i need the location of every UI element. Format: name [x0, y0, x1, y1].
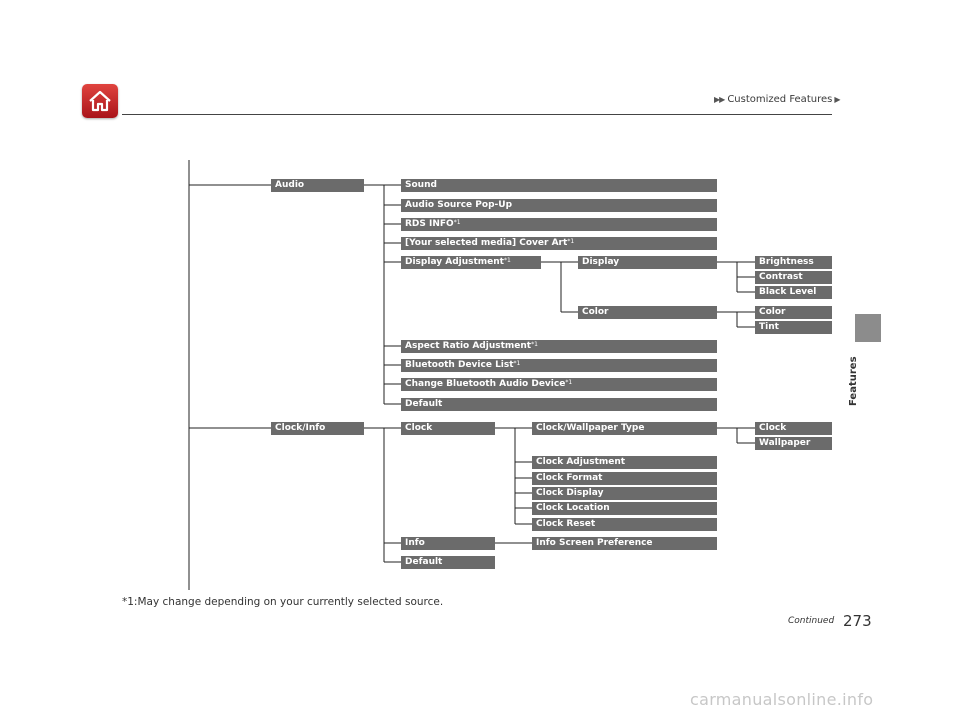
menu-item-contrast[interactable]: Contrast — [755, 271, 832, 284]
footnote-marker: *1 — [513, 360, 521, 367]
footnote-marker: *1 — [567, 238, 575, 245]
menu-item-bluetooth-device-list[interactable] — [401, 359, 717, 372]
menu-item-label: Change Bluetooth Audio Device — [405, 379, 566, 389]
menu-item-label: Display Adjustment — [405, 257, 504, 267]
menu-item-black-level[interactable]: Black Level — [755, 286, 832, 299]
menu-item-display[interactable]: Display — [578, 256, 717, 269]
menu-item-clock-leaf[interactable]: Clock — [755, 422, 832, 435]
menu-item-clock-reset[interactable]: Clock Reset — [532, 518, 717, 531]
menu-item-color-group[interactable]: Color — [578, 306, 717, 319]
menu-item-audio[interactable]: Audio — [271, 179, 364, 192]
menu-item-clock-info[interactable]: Clock/Info — [271, 422, 364, 435]
menu-item-cover-art[interactable] — [401, 237, 717, 250]
menu-item-wallpaper[interactable]: Wallpaper — [755, 437, 832, 450]
menu-item-color[interactable]: Color — [755, 306, 832, 319]
footnote: *1:May change depending on your currently selected source. — [122, 596, 444, 608]
menu-item-rds-info[interactable] — [401, 218, 717, 231]
menu-item-audio-default[interactable]: Default — [401, 398, 717, 411]
menu-item-clock-location[interactable]: Clock Location — [532, 502, 717, 515]
footnote-marker: *1 — [565, 379, 573, 386]
footnote-marker: *1 — [531, 341, 538, 348]
menu-item-clock-format[interactable]: Clock Format — [532, 472, 717, 485]
menu-item-info-screen-preference[interactable]: Info Screen Preference — [532, 537, 717, 550]
menu-item-label: RDS INFO — [405, 219, 454, 229]
footnote-marker: *1 — [504, 257, 511, 264]
menu-item-clock-default[interactable]: Default — [401, 556, 495, 569]
menu-item-display-adjustment[interactable] — [401, 256, 541, 269]
menu-item-audio-source-popup[interactable]: Audio Source Pop-Up — [401, 199, 717, 212]
menu-item-tint[interactable]: Tint — [755, 321, 832, 334]
menu-item-label: [Your selected media] Cover Art — [405, 238, 568, 248]
menu-item-label: Bluetooth Device List — [405, 360, 514, 370]
menu-item-clock-display[interactable]: Clock Display — [532, 487, 717, 500]
section-tab-label: Features — [848, 356, 859, 406]
page-number: 273 — [843, 612, 872, 630]
continued-label: Continued — [788, 616, 835, 626]
menu-item-brightness[interactable]: Brightness — [755, 256, 832, 269]
footnote-marker: *1 — [453, 219, 461, 226]
menu-item-sound[interactable]: Sound — [401, 179, 717, 192]
menu-item-clock-wallpaper-type[interactable]: Clock/Wallpaper Type — [532, 422, 717, 435]
breadcrumb-label: Customized Features — [727, 94, 833, 105]
breadcrumb-arrow-icon: ▶ — [834, 95, 841, 104]
menu-item-clock-adjustment[interactable]: Clock Adjustment — [532, 456, 717, 469]
menu-item-change-bluetooth-audio[interactable] — [401, 378, 717, 391]
menu-item-clock[interactable]: Clock — [401, 422, 495, 435]
menu-item-info[interactable]: Info — [401, 537, 495, 550]
menu-item-aspect-ratio[interactable] — [401, 340, 717, 353]
watermark: carmanualsonline.info — [690, 690, 874, 709]
breadcrumb-arrow-icon: ▶▶ — [714, 95, 725, 104]
menu-item-label: Aspect Ratio Adjustment — [405, 341, 532, 351]
